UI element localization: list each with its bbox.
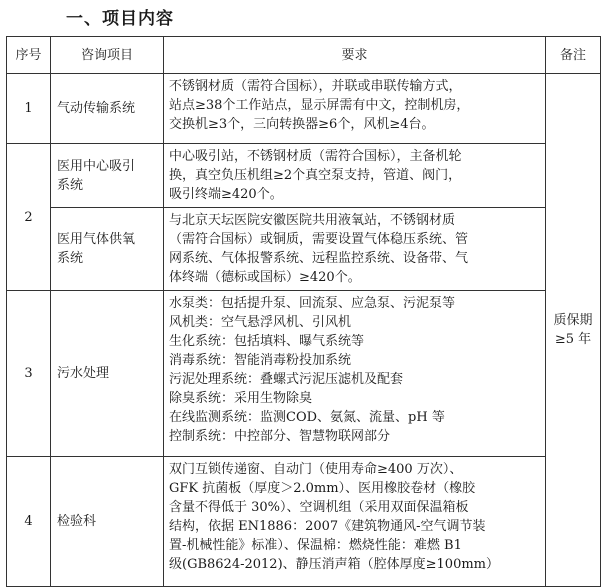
row-requirement xyxy=(164,457,546,587)
requirement-line: 网系统、气体报警系统、远程监控系统、设备带、气 xyxy=(169,251,469,266)
requirement-line: GFK 抗菌板（厚度＞2.0mm）、医用橡胶卷材（橡胶 xyxy=(169,481,476,496)
row-requirement xyxy=(164,74,546,144)
requirement-line: 除臭系统：采用生物除臭 xyxy=(169,391,313,406)
requirement-line: （需符合国标）或铜质，需要设置气体稳压系统、管 xyxy=(169,232,469,247)
requirement-line: 结构，依据 EN1886：2007《建筑物通风-空气调节装 xyxy=(169,519,486,534)
requirement-line: 与北京天坛医院安徽医院共用液氧站，不锈钢材质 xyxy=(169,213,456,228)
item-line: 医用气体供氧 xyxy=(57,232,136,247)
item-line: 系统 xyxy=(57,177,84,193)
row-index: 2 xyxy=(7,144,51,291)
requirement-line: 级(GB8624-2012)、静压消声箱（腔体厚度≥100mm） xyxy=(169,557,500,572)
requirement-line: 换，真空负压机组≥2个真空泵支持，管道、阀门， xyxy=(169,168,462,183)
table-row xyxy=(7,457,601,587)
remark-line: 质保期 xyxy=(553,313,593,328)
row-requirement xyxy=(164,291,546,457)
item-line: 污水处理 xyxy=(57,366,110,381)
header-item: 咨询项目 xyxy=(51,37,164,74)
row-requirement xyxy=(164,208,546,291)
table-row xyxy=(7,144,601,208)
row-index: 3 xyxy=(7,291,51,457)
header-index: 序号 xyxy=(7,37,51,74)
requirement-line: 风机类：空气悬浮风机、引风机 xyxy=(169,315,352,330)
table-row xyxy=(7,291,601,457)
row-item xyxy=(51,291,164,457)
requirement-line: 生化系统：包括填料、曝气系统等 xyxy=(169,334,365,349)
row-item xyxy=(51,457,164,587)
requirement-line: 吸引终端≥420个。 xyxy=(169,187,283,202)
requirement-line: 置-机械性能》标准）、保温棉：燃烧性能：难燃 B1 xyxy=(169,538,462,553)
requirement-line: 中心吸引站，不锈钢材质（需符合国标），主备机轮 xyxy=(169,149,462,164)
item-line: 医用中心吸引 xyxy=(57,158,136,174)
item-line: 检验科 xyxy=(57,514,97,529)
header-remark: 备注 xyxy=(546,37,601,74)
table-row xyxy=(7,208,601,291)
requirement-line: 在线监测系统：监测COD、氨氮、流量、pH 等 xyxy=(169,410,445,425)
requirement-line: 消毒系统：智能消毒粉投加系统 xyxy=(169,353,352,368)
requirement-line: 含量不得低于 30%）、空调机组（采用双面保温箱板 xyxy=(169,500,469,515)
row-item xyxy=(51,144,164,208)
header-requirement: 要求 xyxy=(164,37,546,74)
item-line: 气动传输系统 xyxy=(57,101,136,116)
row-requirement xyxy=(164,144,546,208)
remark-line: ≥5 年 xyxy=(554,332,592,347)
requirement-line: 污泥处理系统：叠螺式污泥压滤机及配套 xyxy=(169,372,404,387)
project-table xyxy=(6,36,601,587)
requirement-line: 双门互锁传递窗、自动门（使用寿命≥400 万次）、 xyxy=(169,462,463,477)
requirement-line: 体终端（德标或国标）≥420个。 xyxy=(169,270,361,285)
requirement-line: 不锈钢材质（需符合国标），并联或串联传输方式， xyxy=(169,79,462,94)
row-index: 1 xyxy=(7,74,51,144)
remark-cell xyxy=(546,74,601,587)
row-item xyxy=(51,208,164,291)
section-title: 一、项目内容 xyxy=(66,9,174,29)
row-item xyxy=(51,74,164,144)
table-row xyxy=(7,74,601,144)
requirement-line: 交换机≥3个，三向转换器≥6个，风机≥4台。 xyxy=(169,117,435,132)
requirement-line: 控制系统：中控部分、智慧物联网部分 xyxy=(169,429,391,444)
item-line: 系统 xyxy=(57,251,84,266)
requirement-line: 水泵类：包括提升泵、回流泵、应急泵、污泥泵等 xyxy=(169,296,456,311)
requirement-line: 站点≥38个工作站点，显示屏需有中文，控制机房， xyxy=(169,98,470,113)
row-index: 4 xyxy=(7,457,51,587)
table-header-row xyxy=(7,37,601,74)
